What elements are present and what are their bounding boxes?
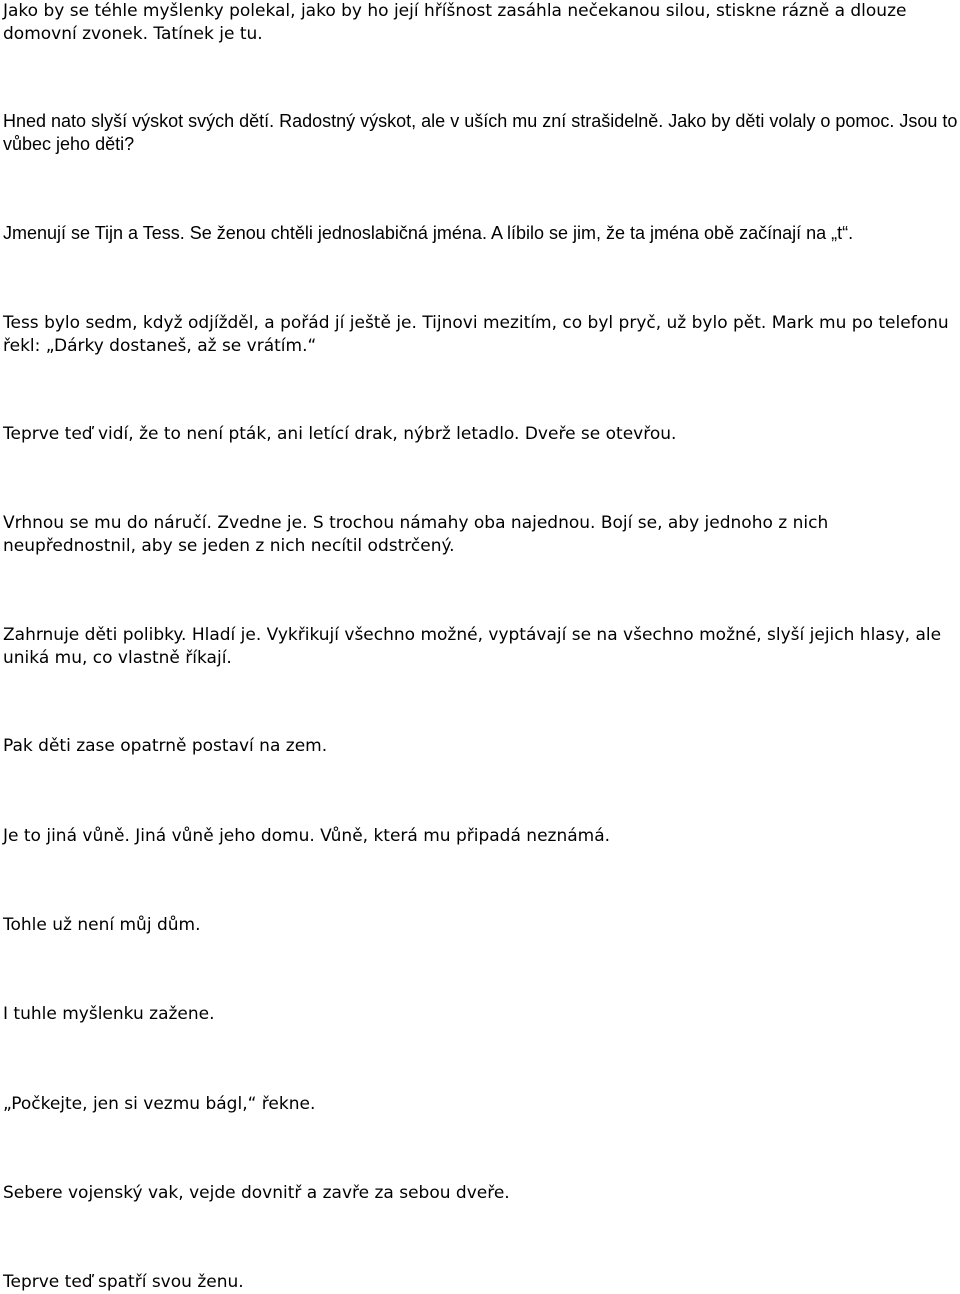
paragraph-4: Tess bylo sedm, když odjížděl, a pořád jí ještě je. Tijnovi mezitím, co byl pryč, už bylo pět. Mark mu po telefonu řekl: „Dárky dostaneš, až se vrátím.“ <box>3 313 949 356</box>
paragraph-5: Teprve teď vidí, že to není pták, ani letící drak, nýbrž letadlo. Dveře se otevřou. <box>3 424 677 444</box>
paragraph-2: Hned nato slyší výskot svých dětí. Radostný výskot, ale v uších mu zní strašidelně. Jako by děti volaly o pomoc. Jsou to vůbec jeho děti? <box>3 111 958 154</box>
paragraph-12: „Počkejte, jen si vezmu bágl,“ řekne. <box>3 1094 316 1114</box>
paragraph-10: Tohle už není můj dům. <box>3 915 201 935</box>
paragraph-9: Je to jiná vůně. Jiná vůně jeho domu. Vůně, která mu připadá neznámá. <box>3 826 611 846</box>
paragraph-8: Pak děti zase opatrně postaví na zem. <box>3 736 328 756</box>
paragraph-14: Teprve teď spatří svou ženu. <box>3 1272 244 1292</box>
paragraph-7: Zahrnuje děti polibky. Hladí je. Vykřikují všechno možné, vyptávají se na všechno možné, slyší jejich hlasy, ale uniká mu, co vlastně říkají. <box>3 625 942 668</box>
paragraph-3: Jmenují se Tijn a Tess. Se ženou chtěli jednoslabičná jména. A líbilo se jim, že ta jména obě začínají na „t“. <box>3 223 854 243</box>
paragraph-11: I tuhle myšlenku zažene. <box>3 1004 215 1024</box>
paragraph-1: Jako by se téhle myšlenky polekal, jako by ho její hříšnost zasáhla nečekanou silou, stiskne rázně a dlouze domovní zvonek. Tatínek je tu. <box>3 1 907 44</box>
paragraph-6: Vrhnou se mu do náručí. Zvedne je. S trochou námahy oba najednou. Bojí se, aby jednoho z nich neupřednostnil, aby se jeden z nich necítil odstrčený. <box>3 513 829 556</box>
paragraph-13: Sebere vojenský vak, vejde dovnitř a zavře za sebou dveře. <box>3 1183 510 1203</box>
